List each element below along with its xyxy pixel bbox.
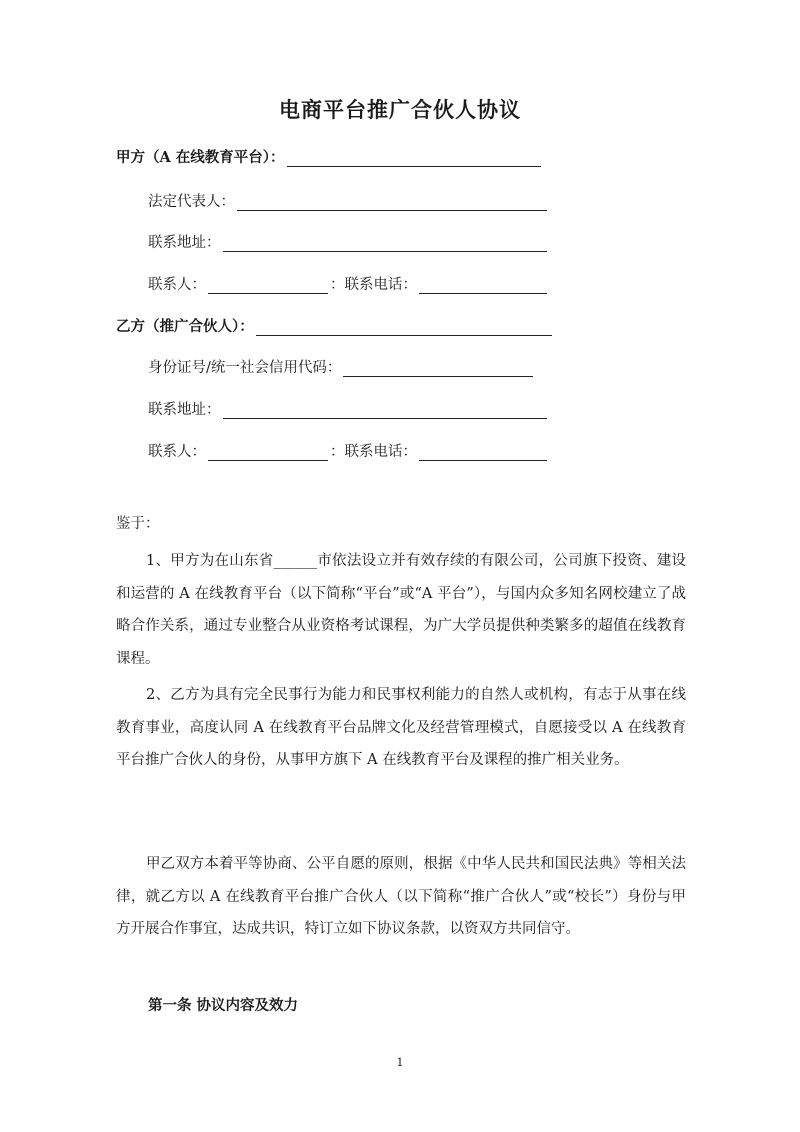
party-a-rep-blank[interactable] <box>237 196 547 211</box>
party-a-phone-label: ：联系电话： <box>330 277 417 293</box>
page-number: 1 <box>396 1056 404 1069</box>
party-a-rep-line <box>148 190 549 211</box>
party-a-blank[interactable] <box>287 152 541 167</box>
party-a-contact-blank[interactable] <box>208 279 328 294</box>
party-a-address-blank[interactable] <box>223 237 547 252</box>
party-b-address-line <box>148 398 549 419</box>
whereas-heading: 鉴于： <box>116 516 160 532</box>
party-b-contact-line <box>148 440 549 461</box>
party-b-phone-blank[interactable] <box>419 446 547 461</box>
party-b-address-label: 联系地址： <box>148 402 221 418</box>
party-b-contact-blank[interactable] <box>208 446 328 461</box>
party-a-contact-label: 联系人： <box>148 277 206 293</box>
party-b-id-label: 身份证号/统一社会信用代码： <box>148 360 342 376</box>
whereas-clause-2: 2、乙方为具有完全民事行为能力和民事权利能力的自然人或机构，有志于从事在线教育事业，高度认同 A 在线教育平台品牌文化及经营管理模式，自愿接受以 A 在线教育平台推广合伙人的身份，从事甲方旗下 A 在线教育平台及课程的推广相关业务。 <box>116 687 686 768</box>
document-title: 电商平台推广合伙人协议 <box>279 97 521 122</box>
party-b-address-blank[interactable] <box>223 404 547 419</box>
party-b-blank[interactable] <box>256 321 552 336</box>
party-a-rep-label: 法定代表人： <box>148 194 235 210</box>
whereas-clause-1: 1、甲方为在山东省______市依法设立并有效存续的有限公司，公司旗下投资、建设和运营的 A 在线教育平台（以下简称“平台”或“A 平台”），与国内众多知名网校建立了战略合作关系，通过专业整合从业资格考试课程，为广大学员提供种类繁多的超值在线教育课程。 <box>116 553 686 667</box>
party-a-address-line <box>148 231 549 252</box>
party-b-id-blank[interactable] <box>343 362 533 377</box>
party-a-address-label: 联系地址： <box>148 235 221 251</box>
party-a-label: 甲方（A 在线教育平台）： <box>116 149 285 166</box>
preamble-paragraph: 甲乙双方本着平等协商、公平自愿的原则，根据《中华人民共和国民法典》等相关法律，就乙方以 A 在线教育平台推广合伙人（以下简称“推广合伙人”或“校长”）身份与甲方开展合作事宜，达成共识，特订立如下协议条款，以资双方共同信守。 <box>116 856 686 937</box>
party-a-phone-blank[interactable] <box>419 279 547 294</box>
party-b-phone-label: ：联系电话： <box>330 444 417 460</box>
party-a-contact-line <box>148 273 549 294</box>
article-1-heading: 第一条 协议内容及效力 <box>148 997 299 1014</box>
party-b-label: 乙方（推广合伙人）： <box>116 318 254 335</box>
party-b-id-line <box>148 356 535 377</box>
party-a-line <box>116 146 543 167</box>
party-b-line <box>116 315 554 336</box>
party-b-contact-label: 联系人： <box>148 444 206 460</box>
